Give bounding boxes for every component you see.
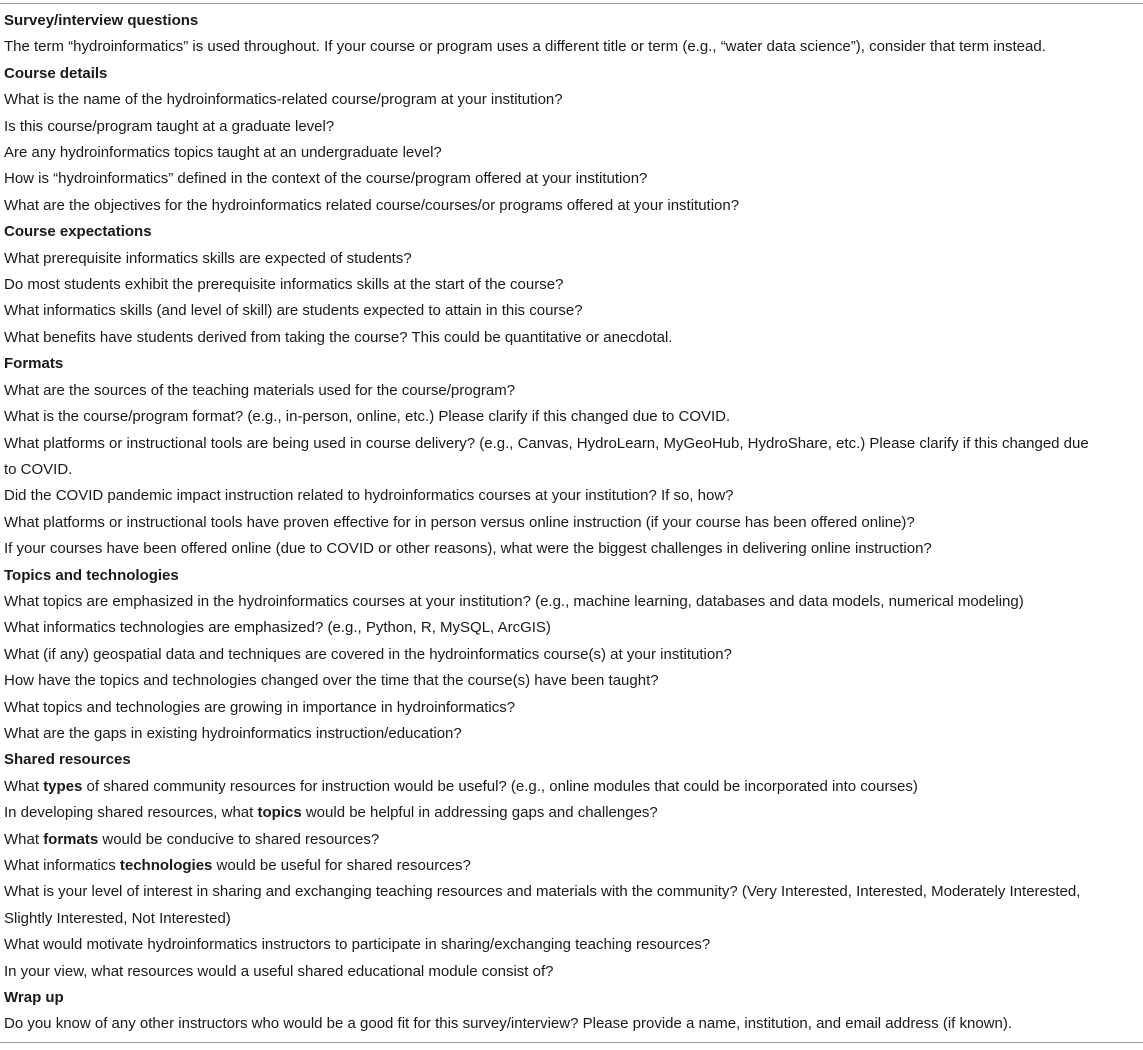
section-heading: Course details	[4, 64, 108, 82]
question-row: What are the gaps in existing hydroinformatics instruction/education?	[4, 724, 462, 742]
question-row: What is your level of interest in sharing and exchanging teaching resources and materials with the community? (Very Interested, Interested, Moderately Interested, Slightly Interested, Not Interested)	[4, 883, 1081, 927]
section-heading: Shared resources	[4, 751, 131, 769]
question-row: Did the COVID pandemic impact instruction related to hydroinformatics courses at your institution? If so, how?	[4, 487, 734, 505]
question-row: How have the topics and technologies changed over the time that the course(s) have been taught?	[4, 672, 659, 690]
question-row	[0, 800, 1143, 826]
question-row: In your view, what resources would a useful shared educational module consist of?	[4, 962, 554, 980]
question-text: What	[4, 830, 44, 848]
table-header: Survey/interview questions	[4, 12, 199, 29]
emphasized-term: topics	[257, 804, 302, 822]
question-row: Are any hydroinformatics topics taught at an undergraduate level?	[4, 144, 442, 162]
question-row: What informatics technologies are emphasized? (e.g., Python, R, MySQL, ArcGIS)	[4, 619, 551, 637]
question-row: What is the name of the hydroinformatics-related course/program at your institution?	[4, 91, 563, 109]
question-row: What (if any) geospatial data and techniques are covered in the hydroinformatics course(s) at your institution?	[4, 645, 732, 663]
question-text: In developing shared resources, what	[4, 804, 258, 822]
section-heading: Wrap up	[4, 989, 64, 1007]
question-row: Do you know of any other instructors who would be a good fit for this survey/interview? Please provide a name, institution, and email address (if known).	[4, 1015, 1013, 1033]
question-row	[0, 827, 1143, 853]
question-text: would be helpful in addressing gaps and challenges?	[301, 804, 658, 822]
question-row: What are the sources of the teaching materials used for the course/program?	[4, 381, 516, 399]
question-row: What are the objectives for the hydroinformatics related course/courses/or programs offered at your institution?	[4, 196, 740, 214]
question-row: What topics are emphasized in the hydroinformatics courses at your institution? (e.g., machine learning, databases and data models, numerical modeling)	[4, 592, 1024, 610]
question-row: What platforms or instructional tools are being used in course delivery? (e.g., Canvas, HydroLearn, MyGeoHub, HydroShare, etc.) Please clarify if this changed due to COVID.	[4, 434, 1089, 478]
question-row: If your courses have been offered online (due to COVID or other reasons), what were the biggest challenges in delivering online instruction?	[4, 540, 932, 558]
section-heading: Topics and technologies	[4, 566, 179, 584]
question-row: What benefits have students derived from taking the course? This could be quantitative or anecdotal.	[4, 328, 673, 346]
question-text: would be useful for shared resources?	[212, 857, 471, 874]
question-row	[0, 774, 1143, 800]
question-row: What informatics skills (and level of skill) are students expected to attain in this course?	[4, 302, 583, 320]
question-row: What platforms or instructional tools have proven effective for in person versus online instruction (if your course has been offered online)?	[4, 513, 915, 531]
question-row: Is this course/program taught at a graduate level?	[4, 117, 335, 135]
question-text: would be conducive to shared resources?	[98, 830, 380, 848]
emphasized-term: formats	[43, 830, 99, 848]
question-text: What informatics	[4, 857, 120, 874]
question-row: Do most students exhibit the prerequisite informatics skills at the start of the course?	[4, 276, 564, 294]
question-text: What	[4, 777, 44, 795]
survey-questions-table	[0, 3, 1143, 1043]
question-row: What is the course/program format? (e.g., in-person, online, etc.) Please clarify if this changed due to COVID.	[4, 408, 731, 426]
question-row	[0, 853, 1143, 879]
question-text: of shared community resources for instruction would be useful? (e.g., online modules that could be incorporated into courses)	[82, 777, 918, 795]
question-row: How is “hydroinformatics” defined in the context of the course/program offered at your institution?	[4, 170, 648, 188]
section-heading: Formats	[4, 355, 64, 373]
emphasized-term: technologies	[119, 857, 213, 874]
emphasized-term: types	[43, 777, 83, 795]
question-row: What would motivate hydroinformatics instructors to participate in sharing/exchanging teaching resources?	[4, 936, 711, 954]
question-row: The term “hydroinformatics” is used throughout. If your course or program uses a different title or term (e.g., “water data science”), consider that term instead.	[4, 38, 1046, 56]
question-row: What topics and technologies are growing in importance in hydroinformatics?	[4, 698, 516, 716]
section-heading: Course expectations	[4, 223, 152, 241]
question-row: What prerequisite informatics skills are expected of students?	[4, 249, 412, 267]
